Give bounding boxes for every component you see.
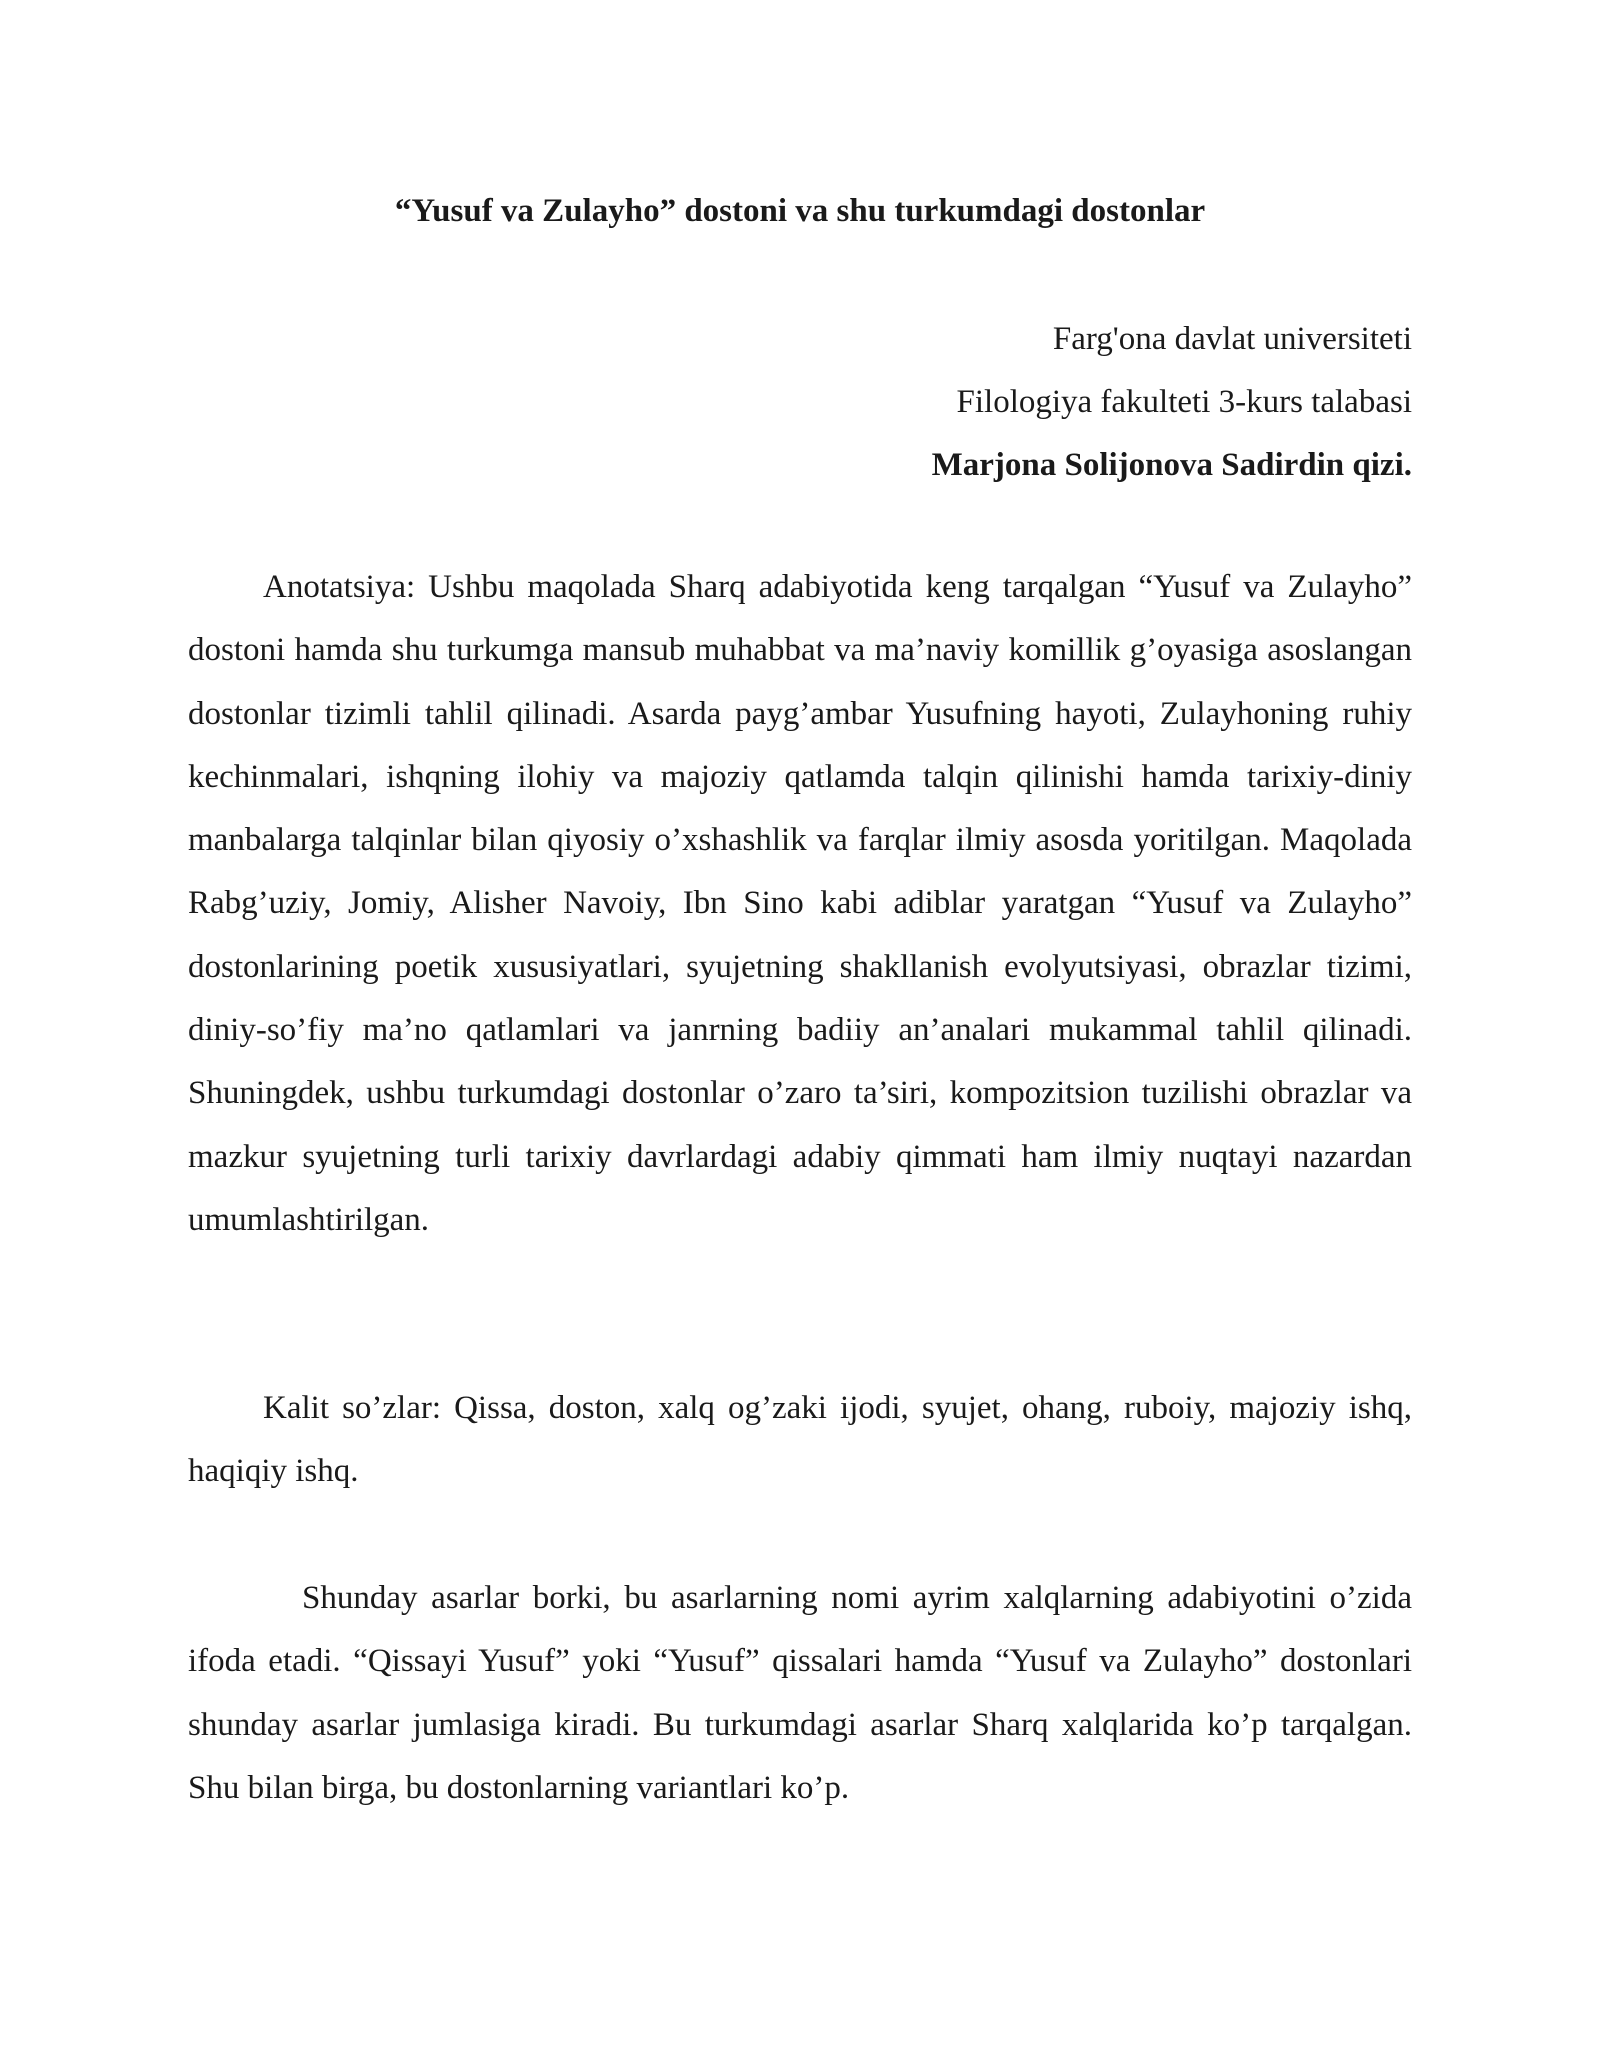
keywords-paragraph: Kalit so’zlar: Qissa, doston, xalq og’zaki ijodi, syujet, ohang, ruboiy, majoziy ishq, haqiqiy ishq. [188,1390,1412,1490]
abstract-paragraph: Anotatsiya: Ushbu maqolada Sharq adabiyotida keng tarqalgan “Yusuf va Zulayho” dostoni hamda shu turkumga mansub muhabbat va ma’naviy komillik g’oyasiga asoslangan dostonlar tizimli tahlil qilinadi. Asarda payg’ambar Yusufning hayoti, Zulayhoning ruhiy kechinmalari, ishqning ilohiy va majoziy qatlamda talqin qilinishi hamda tarixiy-diniy manbalarga talqinlar bilan qiyosiy o’xshashlik va farqlar ilmiy asosda yoritilgan. Maqolada Rabg’uziy, Jomiy, Alisher Navoiy, Ibn Sino kabi adiblar yaratgan “Yusuf va Zulayho” dostonlarining poetik xususiyatlari, syujetning shakllanish evolyutsiyasi, obrazlar tizimi, diniy-so’fiy ma’no qatlamlari va janrning badiiy an’analari mukammal tahlil qilinadi. Shuningdek, ushbu turkumdagi dostonlar o’zaro ta’siri, kompozitsion tuzilishi obrazlar va mazkur syujetning turli tarixiy davrlardagi adabiy qimmati ham ilmiy nuqtayi nazardan umumlashtirilgan. [188,569,1412,1238]
author-affiliation [188,308,1412,497]
article-title: “Yusuf va Zulayho” dostoni va shu turkumdagi dostonlar [394,193,1206,229]
faculty-line: Filologiya fakulteti 3-kurs talabasi [956,384,1412,420]
author-name: Marjona Solijonova Sadirdin qizi. [931,447,1412,483]
university-name: Farg'ona davlat universiteti [1052,321,1412,357]
body-paragraph: Shunday asarlar borki, bu asarlarning nomi ayrim xalqlarning adabiyotini o’zida ifoda etadi. “Qissayi Yusuf” yoki “Yusuf” qissalari hamda “Yusuf va Zulayho” dostonlari shunday asarlar jumlasiga kiradi. Bu turkumdagi asarlar Sharq xalqlarida ko’p tarqalgan. Shu bilan birga, bu dostonlarning variantlari ko’p. [188,1580,1412,1806]
